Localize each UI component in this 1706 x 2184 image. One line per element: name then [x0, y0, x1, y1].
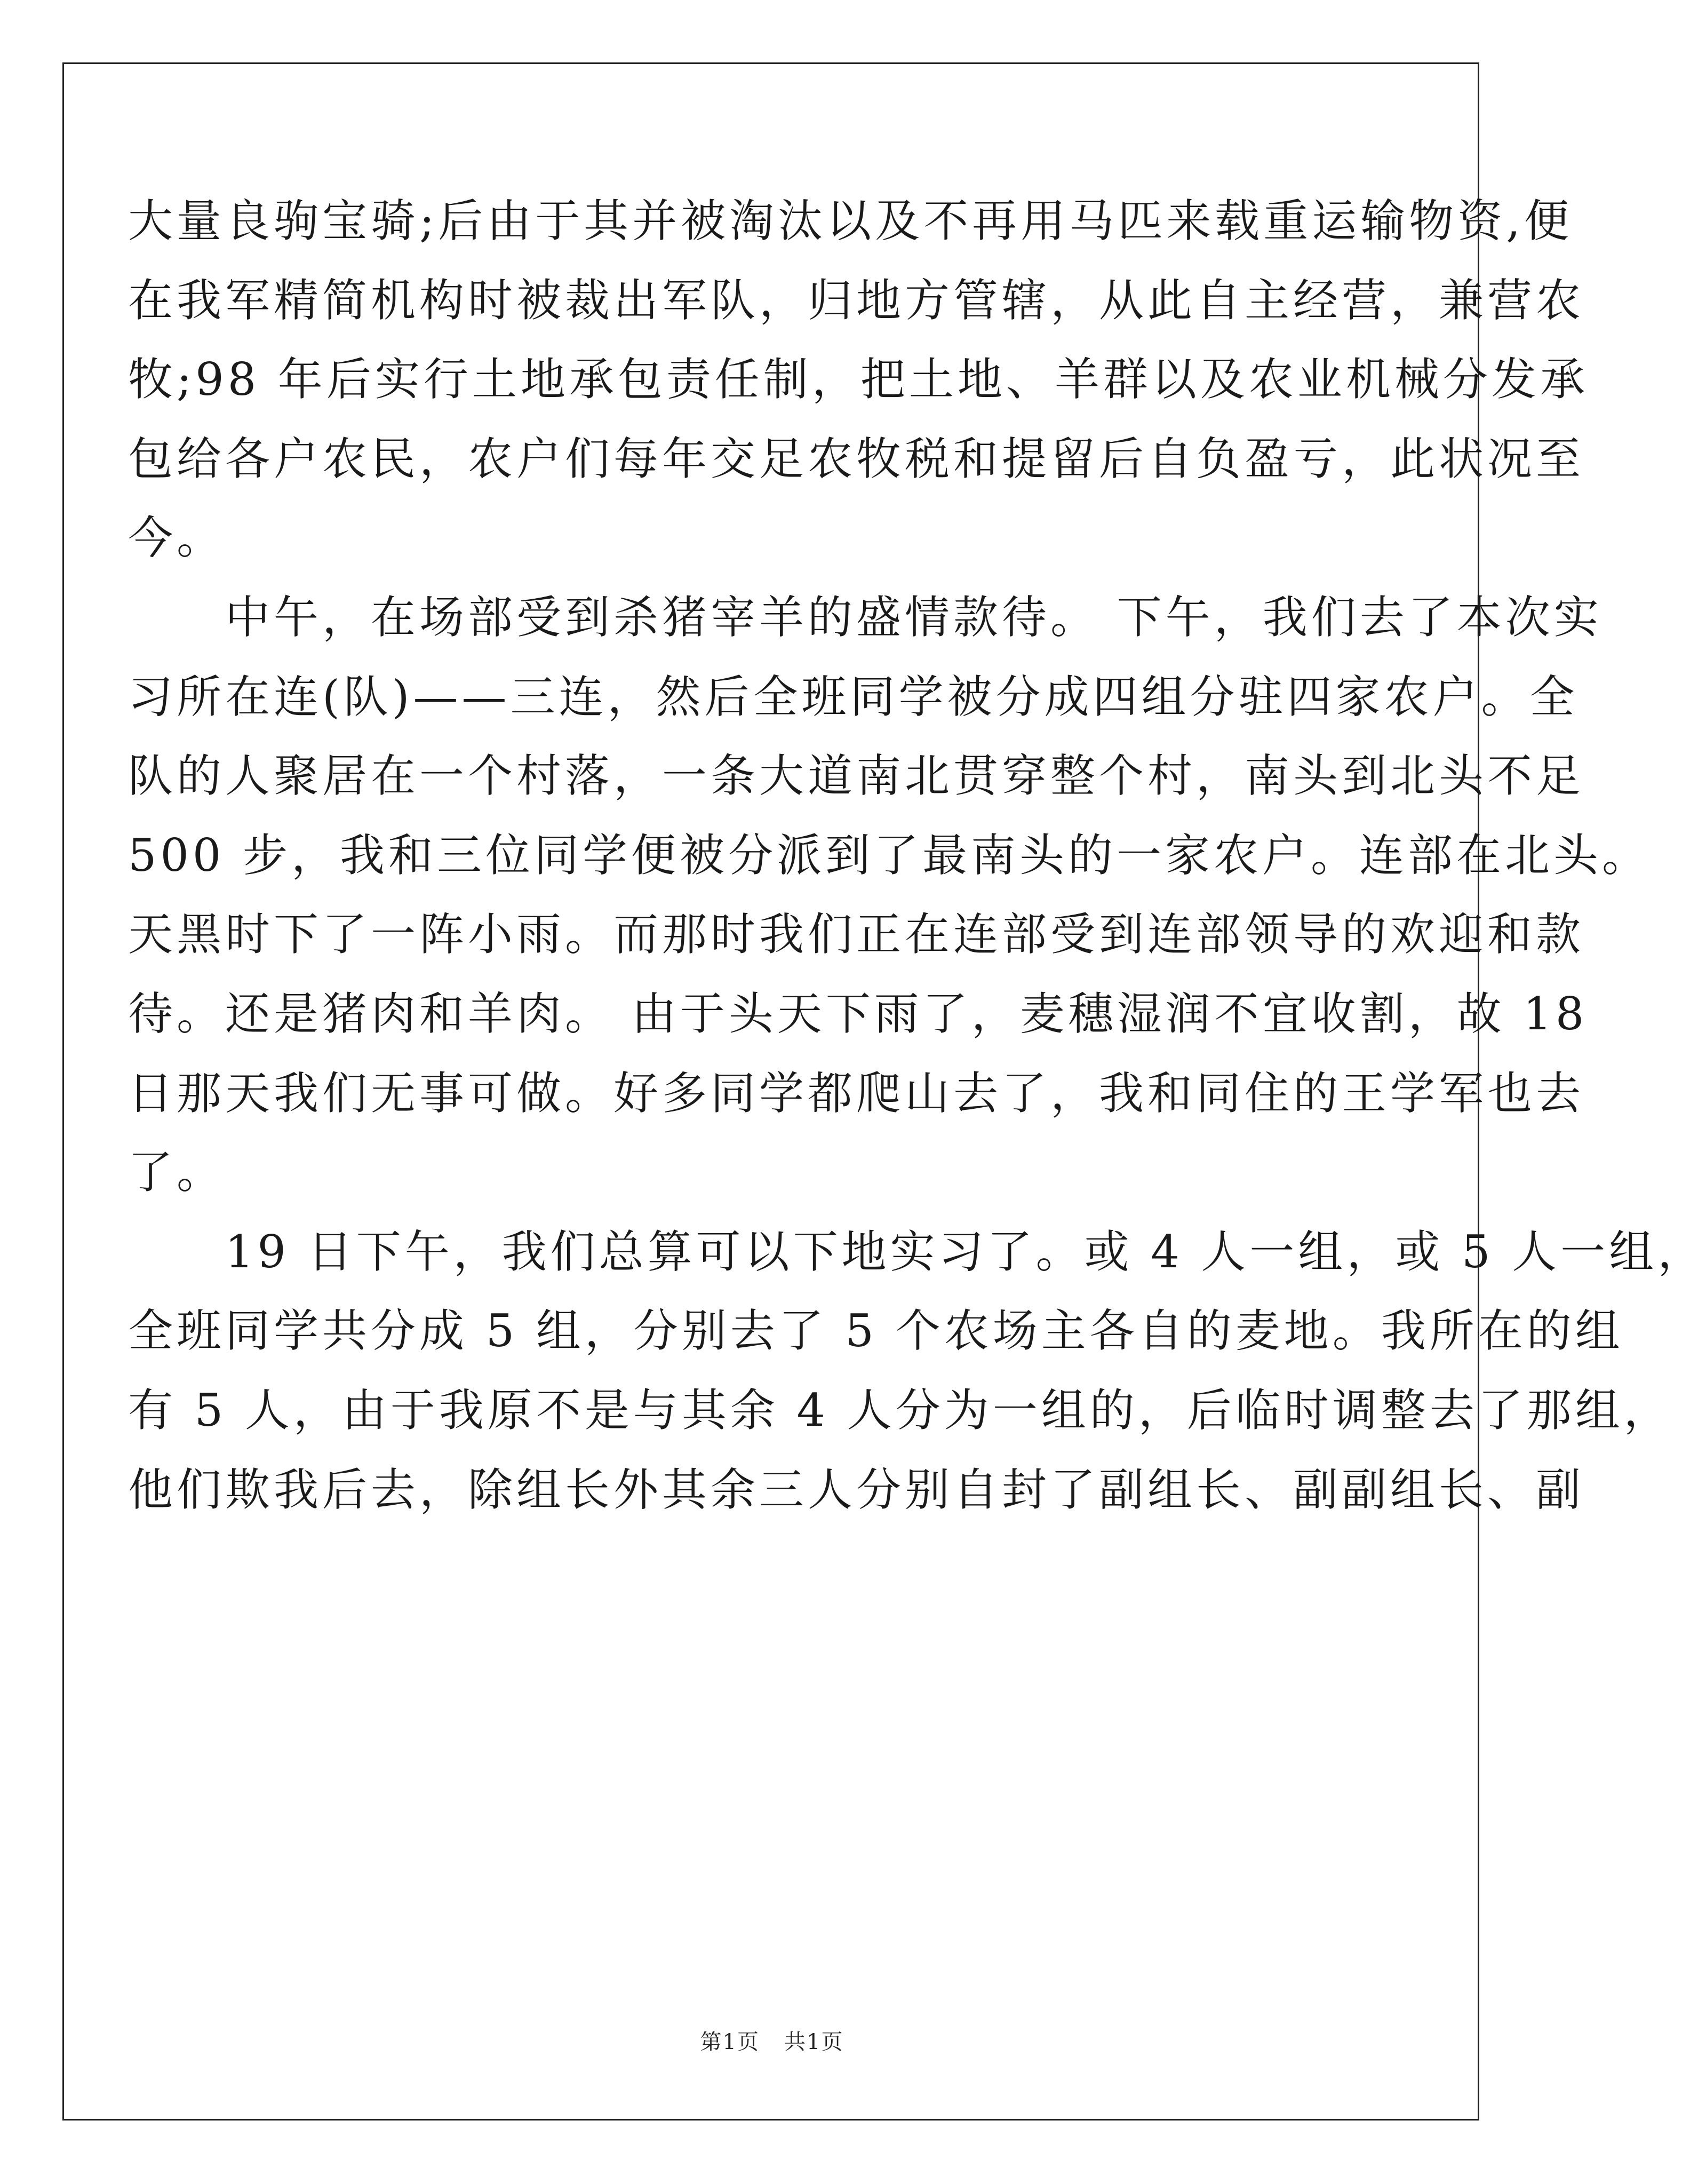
- text-line: 日那天我们无事可做。好多同学都爬山去了，我和同住的王学军也去: [128, 1067, 1585, 1119]
- text-line: 习所在连(队)——三连，然后全班同学被分成四组分驻四家农户。全: [128, 670, 1579, 723]
- paragraph: [128, 1212, 1706, 1529]
- document-body: [128, 181, 1706, 1529]
- text-line: 有 5 人，由于我原不是与其余 4 人分为一组的，后临时调整去了那组，: [128, 1384, 1672, 1436]
- paragraph: [128, 181, 1589, 578]
- text-line: 包给各户农民，农户们每年交足农牧税和提留后自负盈亏，此状况至: [128, 432, 1585, 485]
- text-line: 19 日下午，我们总算可以下地实习了。或 4 人一组，或 5 人一组，: [128, 1225, 1706, 1278]
- text-line: 全班同学共分成 5 组，分别去了 5 个农场主各自的麦地。我所在的组: [128, 1305, 1624, 1357]
- text-line: 他们欺我后去，除组长外其余三人分别自封了副组长、副副组长、副: [128, 1463, 1585, 1516]
- page-number: 第1页: [700, 2030, 760, 2054]
- text-line: 待。还是猪肉和羊肉。 由于头天下雨了，麦穗湿润不宜收割，故 18: [128, 987, 1588, 1040]
- paragraph: [128, 578, 1651, 1212]
- text-line: 天黑时下了一阵小雨。而那时我们正在连部受到连部领导的欢迎和款: [128, 908, 1585, 961]
- text-line: 大量良驹宝骑;后由于其并被淘汰以及不再用马匹来载重运输物资,便: [128, 195, 1573, 247]
- page-footer: [0, 2025, 1544, 2055]
- text-line: 中午，在场部受到杀猪宰羊的盛情款待。 下午，我们去了本次实: [128, 591, 1603, 644]
- text-line: 在我军精简机构时被裁出军队，归地方管辖，从此自主经营，兼营农: [128, 274, 1585, 327]
- text-line: 了。: [128, 1146, 226, 1199]
- text-line: 队的人聚居在一个村落，一条大道南北贯穿整个村，南头到北头不足: [128, 750, 1585, 803]
- text-line: 今。: [128, 512, 226, 565]
- text-line: 牧;98 年后实行土地承包责任制，把土地、羊群以及农业机械分发承: [128, 353, 1589, 406]
- text-line: 500 步，我和三位同学便被分派到了最南头的一家农户。连部在北头。: [128, 829, 1651, 881]
- page-total: 共1页: [784, 2030, 844, 2054]
